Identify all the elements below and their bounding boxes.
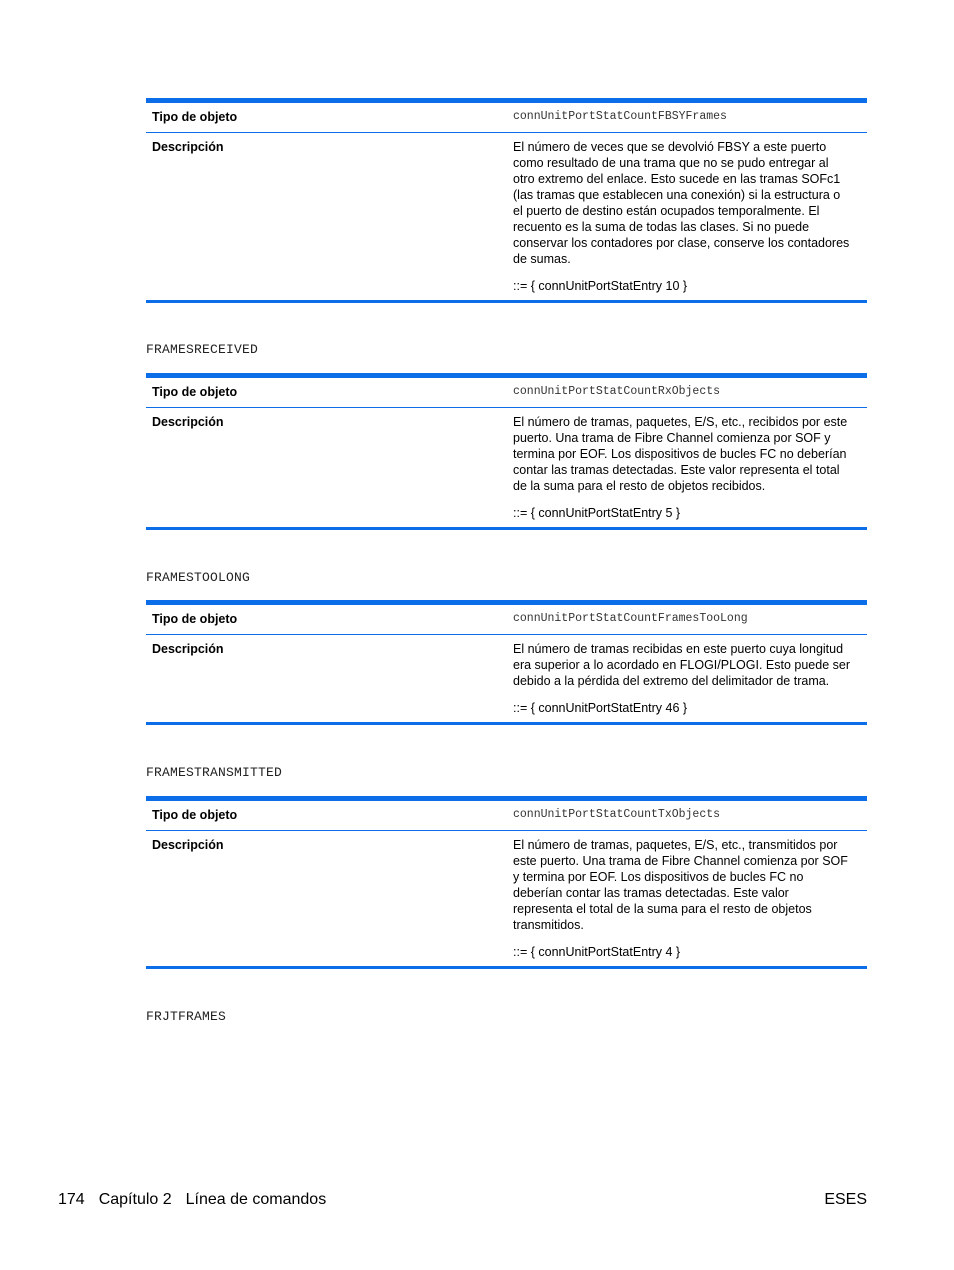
description-row (146, 133, 867, 300)
chapter-title: Línea de comandos (185, 1191, 327, 1208)
type-value: connUnitPortStatCountFBSYFrames (513, 110, 727, 123)
type-row (146, 103, 867, 133)
type-row (146, 801, 867, 831)
description-row (146, 635, 867, 722)
object-table-frames-too-long (146, 600, 867, 725)
type-row (146, 378, 867, 408)
description-row (146, 831, 867, 966)
description-text: El número de tramas, paquetes, E/S, etc., recibidos por este puerto. Una trama de Fibre Channel comienza por SOF y termina por EOF. Los dispositivos de bucles FC no deberían contar las tramas detectadas. Este valor representa el total de la suma para el resto de objetos recibidos. (513, 415, 848, 493)
section-heading-frjtframes: FRJTFRAMES (146, 1009, 227, 1024)
description-value (507, 635, 867, 722)
type-label: Tipo de objeto (152, 110, 238, 124)
type-value: connUnitPortStatCountTxObjects (513, 808, 721, 821)
description-label: Descripción (152, 140, 224, 154)
description-label: Descripción (152, 838, 224, 852)
type-value: connUnitPortStatCountRxObjects (513, 385, 721, 398)
type-label: Tipo de objeto (152, 612, 238, 626)
description-value (507, 133, 867, 300)
section-heading-framestoolong: FRAMESTOOLONG (146, 570, 251, 585)
type-label: Tipo de objeto (152, 385, 238, 399)
object-table-fbsy-frames (146, 98, 867, 303)
page-number: 174 (58, 1191, 85, 1208)
description-text: El número de veces que se devolvió FBSY a este puerto como resultado de una trama que no se pudo entregar al otro extremo del enlace. Esto sucede en las tramas SOFc1 (las tramas que establecen una conexión) si la estructura o el puerto de destino están ocupados temporalmente. El recuento es la suma de todas las clases. Si no puede conservar los contadores por clase, conserve los contadores de sumas. (513, 140, 850, 266)
description-text: El número de tramas, paquetes, E/S, etc., transmitidos por este puerto. Una trama de Fibre Channel comienza por SOF y termina por EOF. Los dispositivos de bucles FC no deberían contar las tramas detectadas. Este valor representa el total de la suma para el resto de objetos transmitidos. (513, 838, 848, 932)
object-table-rx-objects (146, 373, 867, 530)
chapter-label: Capítulo 2 (98, 1191, 172, 1208)
description-value (507, 408, 867, 527)
type-value: connUnitPortStatCountFramesTooLong (513, 612, 748, 625)
language-code: ESES (824, 1191, 867, 1208)
description-row (146, 408, 867, 527)
description-label: Descripción (152, 415, 224, 429)
section-heading-framestransmitted: FRAMESTRANSMITTED (146, 765, 283, 780)
footer-left (58, 1191, 340, 1209)
entry-definition: ::= { connUnitPortStatEntry 10 } (513, 279, 688, 293)
description-text: El número de tramas recibidas en este puerto cuya longitud era superior a lo acordado en FLOGI/PLOGI. Esto puede ser debido a la pérdida del extremo del delimitador de trama. (513, 642, 850, 688)
entry-definition: ::= { connUnitPortStatEntry 4 } (513, 945, 681, 959)
description-value (507, 831, 867, 966)
type-label: Tipo de objeto (152, 808, 238, 822)
description-label: Descripción (152, 642, 224, 656)
page-footer (58, 1191, 867, 1209)
object-table-tx-objects (146, 796, 867, 969)
entry-definition: ::= { connUnitPortStatEntry 46 } (513, 701, 688, 715)
section-heading-framesreceived: FRAMESRECEIVED (146, 342, 259, 357)
entry-definition: ::= { connUnitPortStatEntry 5 } (513, 506, 681, 520)
type-row (146, 605, 867, 635)
